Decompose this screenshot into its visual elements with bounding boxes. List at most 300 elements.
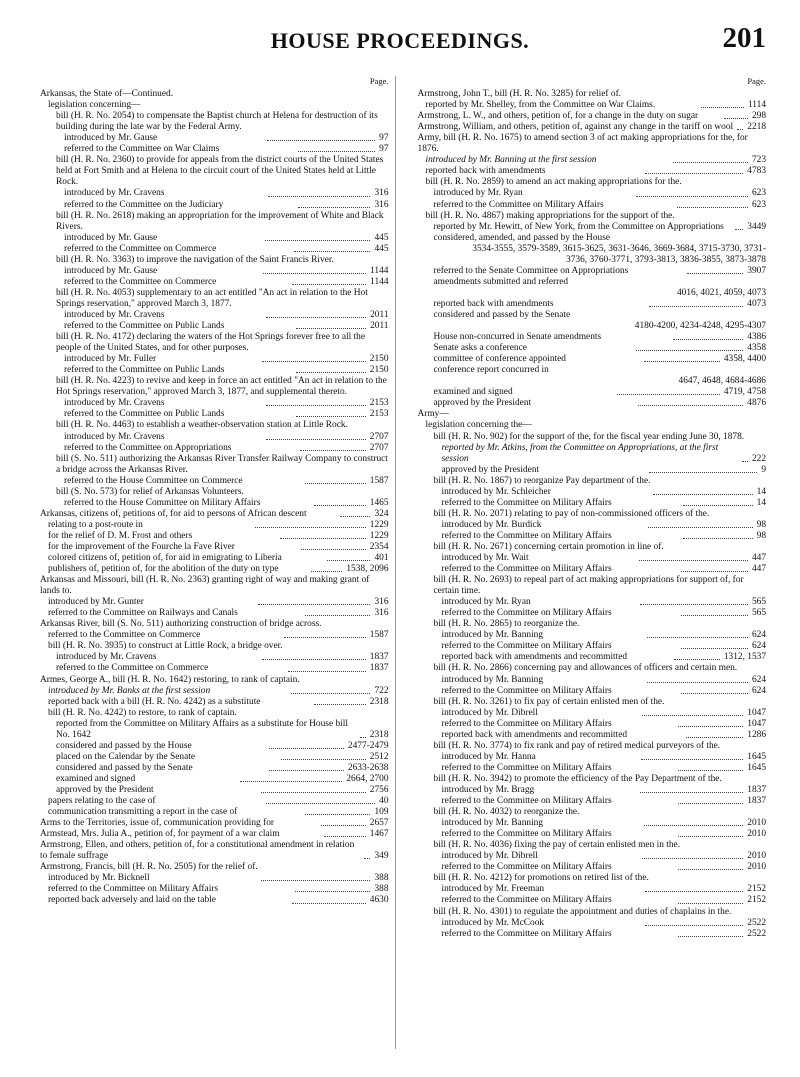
index-entry (408, 465, 767, 476)
index-entry (408, 686, 767, 697)
entry-text: introduced by Mr. Cravens (64, 398, 165, 409)
leader-dots (641, 759, 744, 760)
entry-page-ref: 445 (374, 232, 389, 243)
index-entry (30, 553, 389, 564)
entry-text: referred to the Committee on Military Affairs (433, 199, 604, 210)
entry-text: Arkansas and Missouri, bill (H. R. No. 2363) granting right of way and making grant of lands to. (40, 575, 370, 597)
entry-text: bill (H. R. No. 4223) to revive and keep in force an act entitled "An act in relation to the Hot Springs reservation," approved March 3, 1877, and supplemental thereto. (56, 376, 387, 398)
entry-page-ref: 2512 (369, 751, 389, 762)
entry-text: bill (H. R. No. 2360) to provide for appeals from the district courts of the United States held at Fort Smith and at Helena to the circuit court of the United States held at Little Rock. (56, 155, 384, 188)
entry-page-ref: 1645 (747, 762, 766, 773)
index-columns (30, 76, 766, 1049)
leader-dots (649, 306, 743, 307)
entry-text: referred to the Committee on Military Affairs (441, 928, 612, 939)
right-column (408, 76, 767, 1049)
index-entry (408, 597, 767, 608)
entry-page-ref: 565 (751, 608, 766, 619)
entry-text: bill (H. R. No. 4053) supplementary to an act entitled "An act in relation to the Hot Springs reservation," approved March 3, 1877. (56, 287, 368, 309)
index-entry (408, 332, 767, 343)
entry-page-ref: 1837 (369, 663, 389, 674)
entry-text: bill (H. R. No. 3942) to promote the efficiency of the Pay Department of the. (433, 773, 722, 784)
index-entry (30, 652, 389, 663)
entry-text: bill (S. No. 573) for relief of Arkansas Volunteers. (56, 486, 244, 497)
index-entry (30, 266, 389, 277)
leader-dots (678, 836, 743, 837)
entry-text: introduced by Mr. Banning at the first session (425, 155, 597, 166)
index-entry (408, 851, 767, 862)
entry-text: introduced by Mr. Banning (441, 674, 544, 685)
index-entry (30, 89, 389, 100)
entry-page-ref: 4358, 4400 (723, 354, 766, 365)
entry-page-ref: 4386 (747, 332, 766, 343)
entry-text: bill (H. R. No. 2865) to reorganize the. (433, 619, 580, 630)
entry-text: bill (H. R. No. 2671) concerning certain promotion in line of. (433, 541, 664, 552)
entry-text: examined and signed (433, 387, 513, 398)
entry-text: referred to the Committee on Military Affairs (48, 884, 219, 895)
entry-page-ref: 1229 (369, 519, 389, 530)
index-entry (408, 233, 767, 266)
entry-text: referred to the Senate Committee on Appropriations (433, 265, 629, 276)
index-entry (30, 133, 389, 144)
entry-text: House non-concurred in Senate amendments (433, 332, 602, 343)
entry-text: referred to the Committee on Railways and Canals (48, 608, 238, 619)
entry-text: colored citizens of, petition of, for aid in emigrating to Liberia (48, 553, 282, 564)
leader-dots (296, 372, 366, 373)
entry-page-ref: 1467 (369, 829, 389, 840)
leader-dots (340, 516, 371, 517)
leader-dots (321, 825, 366, 826)
index-entry (408, 100, 767, 111)
index-entry (408, 509, 767, 520)
leader-dots (281, 759, 365, 760)
page-column-label: Page. (369, 76, 389, 86)
index-entry (30, 840, 389, 862)
entry-page-ref: 4073 (747, 298, 766, 309)
entry-text: introduced by Mr. Cravens (64, 431, 165, 442)
entry-page-ref: 4180-4200, 4234-4248, 4295-4307 (634, 321, 766, 332)
leader-dots (687, 273, 744, 274)
index-entry (408, 564, 767, 575)
index-entry (408, 310, 767, 332)
index-entry (408, 520, 767, 531)
entry-page-ref: 2152 (747, 884, 766, 895)
entry-text: Army, bill (H. R. No. 1675) to amend section 3 of act making appropriations for the, for 1876. (417, 133, 748, 155)
entry-text: bill (H. R. No. 3261) to fix pay of certain enlisted men of the. (433, 696, 665, 707)
entry-text: examined and signed (56, 773, 136, 784)
entry-text: for the improvement of the Fourche la Fave River (48, 541, 235, 552)
entry-text: introduced by Mr. Banning (441, 630, 544, 641)
entry-page-ref: 624 (751, 674, 766, 685)
entry-text: Arkansas River, bill (S. No. 511) authorizing construction of bridge across. (40, 619, 322, 630)
entry-text: introduced by Mr. Dibrell (441, 707, 538, 718)
entry-text: referred to the Committee on Military Affairs (441, 762, 612, 773)
index-entry (30, 829, 389, 840)
leader-dots (266, 439, 366, 440)
entry-page-ref: 2318 (369, 696, 389, 707)
entry-page-ref: 2657 (369, 818, 389, 829)
index-entry (408, 211, 767, 222)
entry-text: relating to a post-route in (48, 519, 143, 530)
leader-dots (681, 571, 748, 572)
entry-text: Armstead, Mrs. Julia A., petition of, for payment of a war claim (40, 829, 280, 840)
entry-page-ref: 2010 (747, 862, 766, 873)
leader-dots (292, 284, 366, 285)
leader-dots (701, 107, 744, 108)
entry-text: referred to the Committee on Military Affairs (441, 862, 612, 873)
entry-text: reported back with amendments and recommitted (441, 652, 628, 663)
entry-page-ref: 623 (751, 188, 766, 199)
entry-page-ref: 4358 (747, 343, 766, 354)
index-entry (30, 310, 389, 321)
entry-text: introduced by Mr. Hanna (441, 751, 536, 762)
index-entry (408, 111, 767, 122)
leader-dots (292, 903, 366, 904)
index-entry (30, 785, 389, 796)
entry-page-ref: 316 (374, 597, 389, 608)
leader-dots (640, 604, 748, 605)
leader-dots (642, 858, 744, 859)
index-entry (408, 177, 767, 188)
leader-dots (681, 693, 748, 694)
leader-dots (296, 328, 366, 329)
entry-text: introduced by Mr. Bragg (441, 785, 535, 795)
index-entry (30, 144, 389, 155)
index-entry (30, 697, 389, 708)
entry-text: referred to the Committee on Commerce (64, 276, 217, 287)
entry-text: bill (H. R. No. 2054) to compensate the Baptist church at Helena for destruction of its building during the late war by the Federal Army. (56, 111, 378, 133)
leader-dots (645, 925, 744, 926)
index-entry (30, 818, 389, 829)
leader-dots (305, 615, 370, 616)
index-entry (30, 476, 389, 487)
index-entry (408, 895, 767, 906)
entry-page-ref: 723 (751, 155, 766, 166)
entry-page-ref: 623 (751, 199, 766, 210)
entry-page-ref: 4630 (369, 895, 389, 906)
entry-page-ref: 1229 (369, 530, 389, 541)
index-entry (30, 862, 389, 873)
leader-dots (683, 505, 753, 506)
leader-dots (686, 737, 743, 738)
entry-text: introduced by Mr. McCook (441, 917, 545, 928)
index-entry (408, 531, 767, 542)
leader-dots (268, 196, 370, 197)
leader-dots (742, 461, 748, 462)
index-entry (408, 188, 767, 199)
leader-dots (305, 483, 366, 484)
leader-dots (638, 405, 743, 406)
entry-text: papers relating to the case of (48, 796, 156, 807)
entry-text: bill (H. R. No. 3774) to fix rank and pay of retired medical purveyors of the. (433, 740, 721, 751)
leader-dots (267, 140, 375, 141)
entry-text: referred to the Committee on Military Affairs (441, 718, 612, 729)
entry-page-ref: 1837 (369, 652, 389, 663)
entry-page-ref: 324 (374, 508, 389, 519)
entry-text: bill (H. R. No. 3935) to construct at Little Rock, a bridge over. (48, 641, 283, 652)
entry-page-ref: 2707 (369, 431, 389, 442)
entry-page-ref: 4783 (747, 166, 766, 177)
entry-page-ref: 97 (379, 144, 389, 155)
entry-page-ref: 1144 (370, 276, 389, 287)
leader-dots (645, 891, 744, 892)
entry-page-ref: 401 (374, 553, 389, 564)
index-entry (408, 619, 767, 630)
index-entry (408, 918, 767, 929)
entry-text: referred to the House Committee on Military Affairs (64, 497, 261, 508)
index-entry (408, 708, 767, 719)
entry-text: referred to the Committee on Public Lands (64, 365, 225, 376)
entry-text: introduced by Mr. Dibrell (441, 851, 538, 862)
entry-text: approved by the President (441, 464, 540, 475)
index-entry (408, 829, 767, 840)
leader-dots (735, 229, 744, 230)
entry-page-ref: 2477-2479 (347, 740, 389, 751)
entry-page-ref: 3449 (747, 221, 766, 232)
entry-page-ref: 1645 (747, 751, 766, 762)
right-entry-list (408, 89, 767, 940)
entry-page-ref: 1144 (370, 265, 389, 276)
entry-page-ref: 2150 (369, 354, 389, 365)
index-entry (408, 266, 767, 277)
entry-text: bill (H. R. No. 4463) to establish a weather-observation station at Little Rock. (56, 420, 348, 431)
index-entry (30, 719, 389, 741)
entry-page-ref: 98 (756, 519, 766, 530)
index-entry (30, 365, 389, 376)
entry-text: introduced by Mr. Gause (64, 265, 158, 276)
index-entry (30, 432, 389, 443)
index-entry (408, 222, 767, 233)
index-entry (30, 376, 389, 398)
leader-dots (265, 240, 371, 241)
index-entry (30, 454, 389, 476)
entry-text: bill (H. R. No. 3363) to improve the navigation of the Saint Francis River. (56, 254, 334, 265)
entry-page-ref: 1286 (747, 729, 766, 740)
entry-page-ref: 1837 (747, 796, 766, 807)
index-entry (408, 818, 767, 829)
entry-text: placed on the Calendar by the Senate (56, 751, 196, 762)
entry-page-ref: 4719, 4758 (723, 387, 766, 398)
index-entry (30, 619, 389, 630)
entry-text: introduced by Mr. Cravens (64, 309, 165, 320)
entry-text: Senate asks a conference (433, 343, 527, 354)
leader-dots (269, 748, 344, 749)
entry-page-ref: 1047 (747, 707, 766, 718)
index-entry (408, 166, 767, 177)
entry-text: Armes, George A., bill (H. R. No. 1642) restoring, to rank of captain. (40, 674, 300, 685)
entry-text: amendments submitted and referred (433, 276, 569, 287)
index-entry (30, 332, 389, 354)
entry-text: referred to the Committee on Public Lands (64, 409, 225, 420)
entry-page-ref: 97 (379, 133, 389, 144)
index-entry (30, 630, 389, 641)
leader-dots (681, 615, 748, 616)
entry-text: referred to the Committee on Military Affairs (441, 530, 612, 541)
entry-text: publishers of, petition of, for the abolition of the duty on type (48, 564, 279, 575)
leader-dots (255, 527, 365, 528)
entry-page-ref: 2011 (370, 309, 389, 320)
entry-text: bill (H. R. No. 2859) to amend an act making appropriations for the. (425, 177, 682, 188)
entry-page-ref: 2522 (747, 917, 766, 928)
entry-page-ref: 624 (751, 630, 766, 641)
entry-text: Armstrong, William, and others, petition of, against any change in the tariff on wool (417, 122, 734, 133)
index-entry (408, 443, 767, 465)
entry-text: bill (H. R. No. 2866) concerning pay and allowances of officers and certain men. (433, 663, 738, 674)
entry-text: referred to the Committee on Commerce (48, 630, 201, 641)
leader-dots (678, 936, 743, 937)
index-entry (30, 200, 389, 211)
index-entry (30, 277, 389, 288)
entry-text: bill (H. R. No. 4867) making appropriations for the support of the. (425, 210, 675, 221)
index-entry (408, 409, 767, 420)
index-entry (30, 398, 389, 409)
page-number: 201 (722, 22, 766, 54)
entry-text: approved by the President (433, 398, 532, 409)
index-entry (408, 575, 767, 597)
leader-dots (262, 361, 366, 362)
entry-page-ref: 2633-2638 (347, 762, 389, 773)
index-entry (408, 774, 767, 785)
index-entry (30, 288, 389, 310)
entry-text: introduced by Mr. Bicknell (48, 873, 150, 884)
left-column (30, 76, 396, 1049)
entry-text: referred to the Committee on Military Affairs (441, 895, 612, 906)
index-entry (408, 652, 767, 663)
leader-dots (364, 858, 370, 859)
index-entry (408, 752, 767, 763)
leader-dots (261, 792, 366, 793)
leader-dots (288, 671, 366, 672)
entry-text: Arkansas, citizens of, petitions of, for aid to persons of African descent (40, 508, 307, 519)
entry-page-ref: 3534-3555, 3579-3589, 3615-3625, 3631-3646, 3669-3684, 3715-3730, 3731-3736, 3760-3771, 3793-3813, 3836-3855, 3873-3878 (472, 243, 766, 265)
index-entry (30, 321, 389, 332)
leader-dots (642, 715, 744, 716)
leader-dots (314, 704, 366, 705)
leader-dots (673, 339, 743, 340)
entry-text: introduced by Mr. Fuller (64, 354, 157, 365)
index-entry (30, 409, 389, 420)
entry-text: reported back with amendments (425, 166, 546, 177)
entry-page-ref: 98 (756, 530, 766, 541)
entry-page-ref: 447 (751, 564, 766, 575)
index-entry (408, 730, 767, 741)
entry-text: reported from the Committee on Military Affairs as a substitute for House bill No. 1642 (56, 718, 348, 740)
entry-page-ref: 3907 (747, 265, 766, 276)
entry-text: Arkansas, the State of—Continued. (40, 89, 174, 100)
entry-text: Armstrong, Francis, bill (H. R. No. 2505) for the relief of. (40, 862, 258, 873)
entry-page-ref: 1114 (747, 100, 766, 111)
entry-text: committee of conference appointed (433, 354, 566, 365)
leader-dots (305, 814, 371, 815)
entry-page-ref: 1587 (369, 630, 389, 641)
entry-text: bill (H. R. No. 1867) to reorganize Pay department of the. (433, 475, 651, 486)
index-entry (408, 785, 767, 796)
entry-text: introduced by Mr. Wait (441, 553, 529, 564)
leader-dots (678, 903, 743, 904)
leader-dots (724, 118, 748, 119)
entry-text: legislation concerning— (48, 100, 141, 111)
leader-dots (298, 207, 371, 208)
entry-page-ref: 2152 (747, 895, 766, 906)
index-entry (408, 420, 767, 431)
index-entry (408, 741, 767, 752)
entry-text: Armstrong, L. W., and others, petition of, for a change in the duty on sugar (417, 111, 699, 122)
entry-text: introduced by Mr. Gause (64, 133, 158, 144)
entry-page-ref: 109 (374, 807, 389, 818)
entry-text: bill (H. R. No. 2618) making an appropriation for the improvement of White and Black Rivers. (56, 210, 384, 232)
entry-page-ref: 316 (374, 199, 389, 210)
index-entry (408, 840, 767, 851)
index-entry (408, 155, 767, 166)
leader-dots (648, 527, 753, 528)
leader-dots (636, 350, 743, 351)
leader-dots (261, 880, 370, 881)
entry-page-ref: 388 (374, 873, 389, 884)
entry-text: bill (H. R. No. 2071) relating to pay of non-commissioned officers of the. (433, 508, 710, 519)
entry-page-ref: 14 (756, 497, 766, 508)
leader-dots (644, 825, 743, 826)
entry-text: referred to the Committee on Military Affairs (441, 685, 612, 696)
index-entry (30, 255, 389, 266)
index-entry (408, 487, 767, 498)
entry-text: considered and passed by the House (56, 740, 192, 751)
leader-dots (262, 659, 366, 660)
entry-text: conference report concurred in (433, 365, 549, 376)
index-entry (30, 155, 389, 188)
entry-page-ref: 1538, 2096 (346, 564, 389, 575)
index-entry (408, 133, 767, 155)
entry-page-ref: 316 (374, 188, 389, 199)
entry-text: referred to the Committee on Military Affairs (441, 608, 612, 619)
entry-page-ref: 624 (751, 685, 766, 696)
leader-dots (678, 726, 743, 727)
entry-page-ref: 2010 (747, 829, 766, 840)
left-entry-list (30, 89, 389, 906)
leader-dots (240, 781, 343, 782)
index-entry (408, 365, 767, 387)
entry-text: introduced by Mr. Ryan (433, 188, 523, 199)
leader-dots (266, 405, 366, 406)
entry-page-ref: 349 (374, 851, 389, 862)
entry-page-ref: 4876 (747, 398, 766, 409)
entry-text: Arms to the Territories, issue of, communication providing for (40, 818, 275, 829)
index-entry (30, 741, 389, 752)
entry-text: referred to the Committee on War Claims (64, 144, 220, 155)
index-entry (408, 630, 767, 641)
entry-text: bill (H. R. No. 4032) to reorganize the. (433, 807, 580, 818)
leader-dots (311, 571, 342, 572)
leader-dots (266, 317, 366, 318)
entry-page-ref: 1837 (747, 785, 766, 795)
leader-dots (284, 637, 366, 638)
index-entry (408, 608, 767, 619)
page-column-label: Page. (747, 76, 766, 86)
entry-text: reported by Mr. Atkins, from the Committee on Appropriations, at the first session (441, 442, 719, 464)
entry-text: reported by Mr. Hewitt, of New York, from the Committee on Appropriations (433, 221, 724, 232)
leader-dots (645, 173, 743, 174)
entry-text: introduced by Mr. Cravens (56, 652, 157, 663)
entry-page-ref: 316 (374, 608, 389, 619)
index-entry (408, 553, 767, 564)
entry-text: considered and passed by the Senate (433, 309, 571, 320)
index-entry (30, 542, 389, 553)
entry-page-ref: 2150 (369, 365, 389, 376)
entry-text: considered, amended, and passed by the House (433, 232, 611, 243)
index-entry (30, 895, 389, 906)
entry-text: reported back with amendments and recommitted (441, 729, 628, 740)
index-entry (30, 796, 389, 807)
leader-dots (640, 792, 744, 793)
index-entry (408, 807, 767, 818)
